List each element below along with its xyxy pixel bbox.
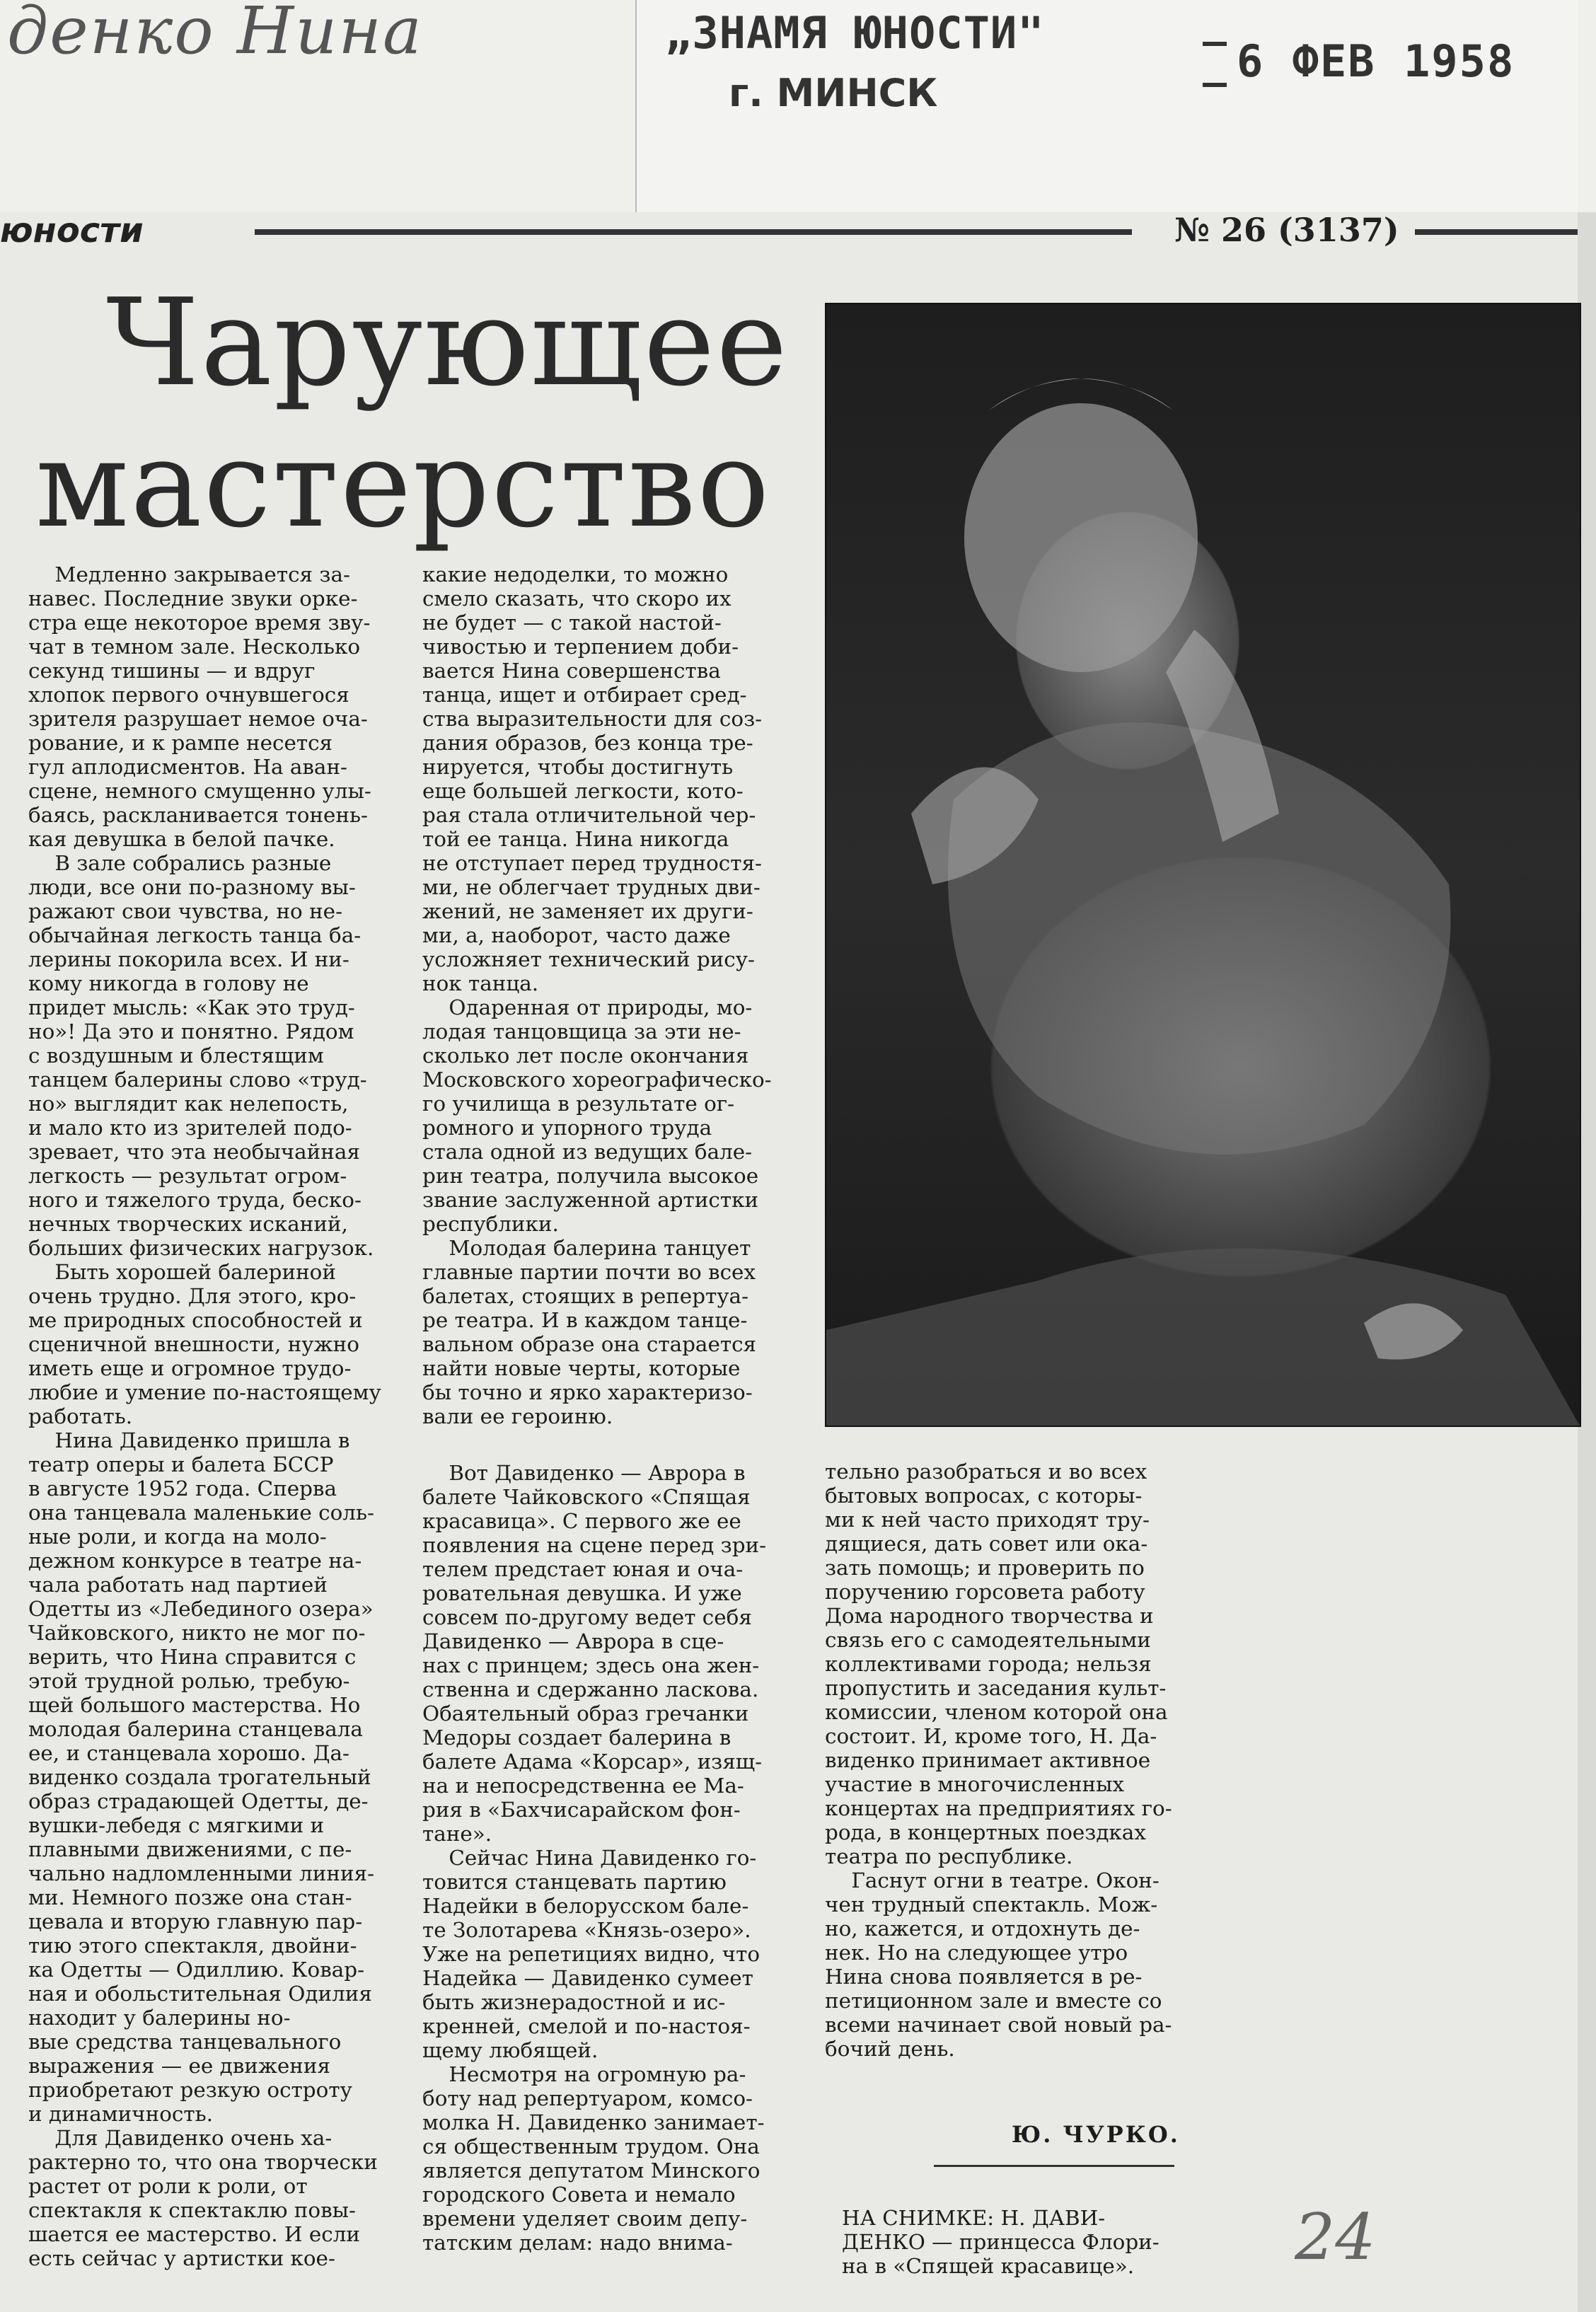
handwritten-name: денко Нина (7, 0, 423, 69)
author-rule (934, 2165, 1174, 2167)
header-issue: № 26 (3137) (1174, 211, 1399, 249)
article-column-3: тельно разобраться и во всех бытовых вопросах, с которы- ми к ней часто приходят тру- дящиеся, дать совет или ока- зать помощь; и проверить по поручению горсовета работу Дома народного творчества и связь его с самодеятельными коллективами города; нельзя пропустить и заседания культ- комиссии, членом которой она состоит. И, кроме того, Н. Да- виденко принимает активное участие в многочисленных концертах на предприятиях го- рода, в концертных поездках театра по республике. Гаснут огни в театре. Окон- чен трудный спектакль. Мож- но, кажется, и отдохнуть де- нек. Но на следующее утро Нина снова появляется в ре- петиционном зале и вместе со всеми начинает свой новый ра- бочий день. (825, 1460, 1172, 2061)
stamp-city: г. МИНСК (729, 71, 938, 115)
stamp-date-text: 6 ФЕВ 1958 (1237, 35, 1515, 87)
article-title-line1: Чарующее (106, 273, 789, 413)
article-title-line2: мастерство (35, 415, 771, 555)
stamp-date (1203, 35, 1515, 87)
article-column-1: Медленно закрывается за- навес. Последние звуки орке- стра еще некоторое время зву- чат в темном зале. Несколько секунд тишины — и вдруг хлопок первого очнувшегося зрителя разрушает немое оча- рование, и к рампе несется гул аплодисментов. На аван- сцене, немного смущенно улы- баясь, раскланивается тонень- кая девушка в белой пачке. В зале собрались разные люди, все они по-разному вы- ражают свои чувства, но не- обычайная легкость танца ба- лерины покорила всех. И ни- кому никогда в голову не придет мысль: «Как это труд- но»! Да это и понятно. Рядом с воздушным и блестящим танцем балерины слово «труд- но» выглядит как нелепость, и мало кто из зрителей подо- зревает, что эта необычайная легкость — результат огром- ного и тяжелого труда, беско- нечных творческих исканий, больших физических нагрузок. Быть хорошей балериной очень трудно. Для этого, кро- ме природных способностей и сценичной внешности, нужно иметь еще и огромное трудо- любие и умение по-настоящему работать. Нина Давиденко пришла в театр оперы и балета БССР в августе 1952 года. Сперва она танцевала маленькие соль- ные роли, и когда на моло- дежном конкурсе в театре на- чала работать над партией Одетты из «Лебединого озера» Чайковского, никто не мог по- верить, что Нина справится с этой трудной ролью, требую- щей большого мастерства. Но молодая балерина станцевала ее, и станцевала хорошо. Да- виденко создала трогательный образ страдающей Одетты, де- вушки-лебедя с мягкими и плавными движениями, с пе- чально надломленными линия- ми. Немного позже она стан- цевала и вторую главную пар- тию этого спектакля, двойни- ка Одетты — Одиллию. Ковар- ная и обольстительная Одилия находит у балерины но- вые средства танцевального выражения — ее движения приобретают резкую остроту и динамичность. Для Давиденко очень ха- рактерно то, что она творчески растет от роли к роли, от спектакля к спектаклю повы- шается ее мастерство. И если есть сейчас у артистки кое- (28, 562, 381, 2270)
handwritten-page-number: 24 (1295, 2200, 1376, 2275)
photo-illustration (826, 304, 1580, 1426)
header-rule-left (255, 229, 1132, 235)
newspaper-header (0, 211, 1596, 253)
article-author: Ю. ЧУРКО. (1012, 2121, 1180, 2148)
article-column-2-top: какие недоделки, то можно смело сказать, что скоро их не будет — с такой настой- чивостью и терпением доби- вается Нина совершенства танца, ищет и отбирает сред- ства выразительности для соз- дания образов, без конца тре- нируется, чтобы достигнуть еще большей легкости, кото- рая стала отличительной чер- той ее танца. Нина никогда не отступает перед трудностя- ми, не облегчает трудных дви- жений, не заменяет их други- ми, а, наоборот, часто даже усложняет технический рису- нок танца. Одаренная от природы, мо- лодая танцовщица за эти не- сколько лет после окончания Московского хореографическо- го училища в результате ог- ромного и упорного труда стала одной из ведущих бале- рин театра, получила высокое звание заслуженной артистки республики. Молодая балерина танцует главные партии почти во всех балетах, стоящих в репертуа- ре театра. И в каждом танце- вальном образе она старается найти новые черты, которые бы точно и ярко характеризо- вали ее героиню. (422, 562, 772, 1428)
photo-caption: НА СНИМКЕ: Н. ДАВИ- ДЕНКО — принцесса Флори- на в «Спящей красавице». (842, 2206, 1160, 2278)
stamp-paper-name: „ЗНАМЯ ЮНОСТИ" (665, 7, 1045, 59)
ballerina-photo (825, 303, 1581, 1427)
header-rule-right (1415, 229, 1578, 235)
header-paper-name: юности (0, 211, 144, 250)
article-column-2-bottom: Вот Давиденко — Аврора в балете Чайковского «Спящая красавица». С первого же ее появления на сцене перед зри- телем предстает юная и оча- ровательная девушка. И уже совсем по-другому ведет себя Давиденко — Аврора в сце- нах с принцем; здесь она жен- ственна и сдержанно ласкова. Обаятельный образ гречанки Медоры создает балерина в балете Адама «Корсар», изящ- на и непосредственна ее Ма- рия в «Бахчисарайском фон- тане». Сейчас Нина Давиденко го- товится станцевать партию Надейки в белорусском бале- те Золотарева «Князь-озеро». Уже на репетициях видно, что Надейка — Давиденко сумеет быть жизнерадостной и ис- кренней, смелой и по-настоя- щему любящей. Несмотря на огромную ра- боту над репертуаром, комсо- молка Н. Давиденко занимает- ся общественным трудом. Она является депутатом Минского городского Совета и немало времени уделяет своим депу- татским делам: надо внима- (422, 1461, 767, 2255)
stamp-mark-icon (1203, 42, 1227, 87)
